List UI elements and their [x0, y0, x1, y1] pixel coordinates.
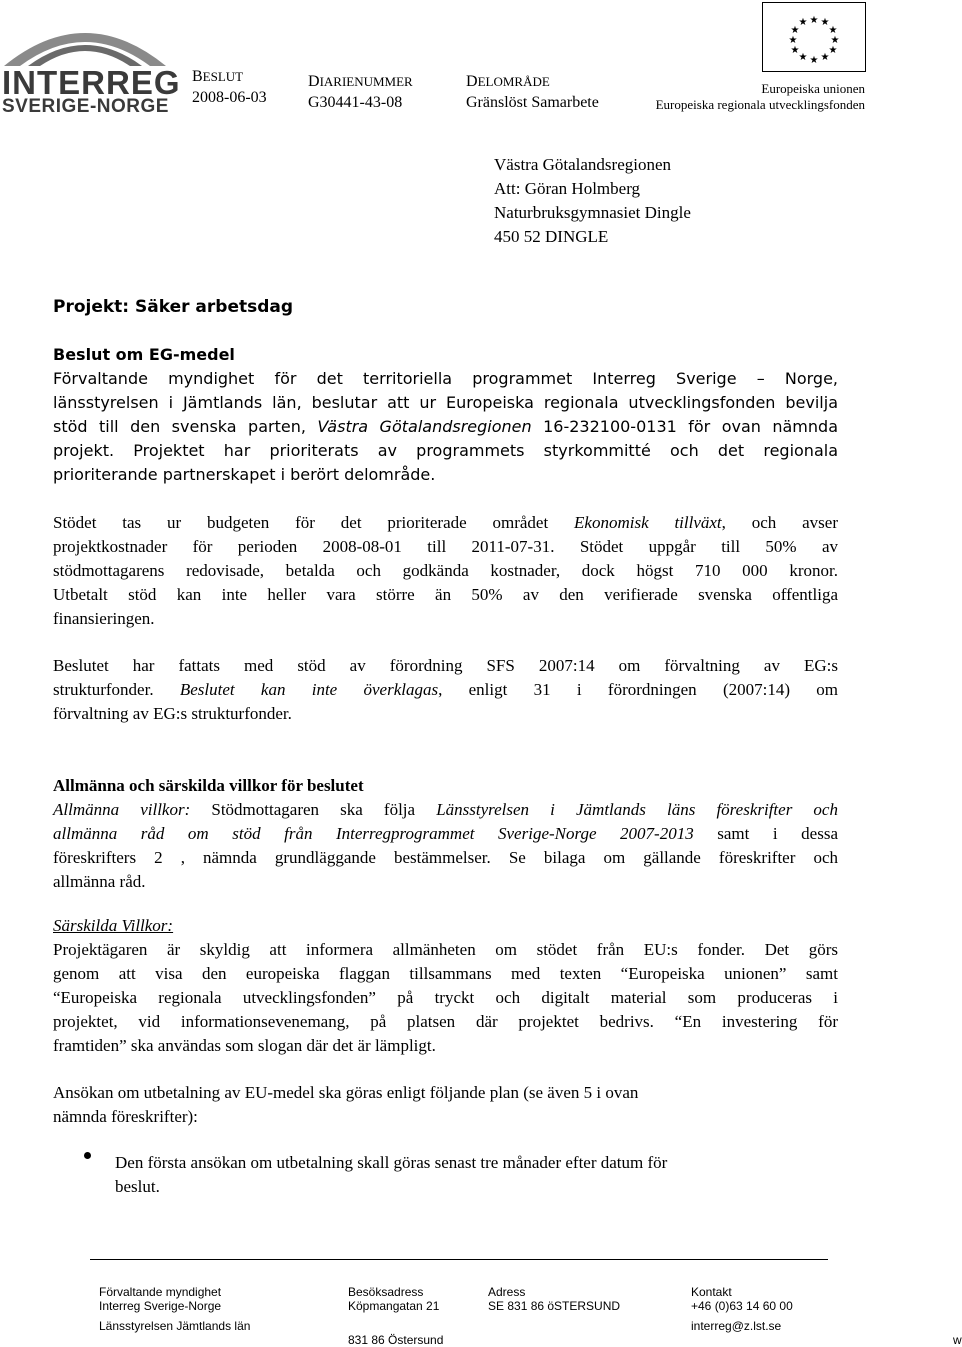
- budget-line: finansieringen.: [53, 609, 155, 628]
- conditions-line: föreskrifters 2 , nämnda grundläggande bestämmelser. Se bilaga om gällande föreskrifter och: [53, 848, 838, 867]
- payment-paragraph: [53, 1081, 838, 1129]
- footer-col-visiting-address: [348, 1285, 443, 1347]
- footer-col-authority: [99, 1285, 250, 1333]
- footer-heading: Adress: [488, 1285, 526, 1299]
- footer-text: +46 (0)63 14 60 00: [691, 1299, 793, 1313]
- special-heading: Särskilda Villkor:: [53, 916, 174, 935]
- decision-line: Förvaltande myndighet för det territoriella programmet Interreg Sverige – Norge,: [53, 369, 838, 388]
- eu-caption: [656, 81, 865, 113]
- special-conditions-section: [53, 914, 838, 1058]
- project-title: Projekt: Säker arbetsdag: [53, 297, 294, 317]
- diarienummer-label: DIARIENUMMER: [308, 73, 413, 90]
- bullet-icon: [84, 1152, 91, 1159]
- special-line: genom att visa den europeiska flaggan tillsammans med texten “Europeiska unionen” samt: [53, 964, 838, 983]
- budget-line: stödmottagarens redovisade, betalda och godkända kostnader, dock högst 710 000 kronor.: [53, 561, 838, 580]
- recipient-line: Naturbruksgymnasiet Dingle: [494, 203, 691, 222]
- footer-text: SE 831 86 öSTERSUND: [488, 1299, 621, 1313]
- conditions-heading: Allmänna och särskilda villkor för beslutet: [53, 776, 364, 795]
- diarienummer-block: [308, 71, 413, 113]
- footer-divider: [90, 1259, 828, 1260]
- special-line: projektet, vid informationsevenemang, på platsen där projektet bedrivs. “En investering för: [53, 1012, 838, 1031]
- footer-col-postal-address: [488, 1285, 620, 1313]
- diarienummer-value: G30441-43-08: [308, 94, 403, 111]
- svg-text:★: ★: [828, 45, 838, 56]
- svg-text:★: ★: [798, 17, 808, 28]
- budget-paragraph: [53, 511, 838, 631]
- logo-word-interreg: INTERREG: [2, 64, 181, 101]
- interreg-logo: [0, 14, 181, 117]
- logo-word-sverige-norge: SVERIGE-NORGE: [2, 96, 169, 117]
- svg-text:★: ★: [788, 35, 798, 46]
- budget-line: Utbetalt stöd kan inte heller vara större än 50% av den verifierade svenska offentliga: [53, 585, 838, 604]
- decision-line: prioriterande partnerskapet i berört delområde.: [53, 465, 436, 484]
- bullet-line: beslut.: [115, 1177, 160, 1196]
- footer-text: Länsstyrelsen Jämtlands län: [99, 1319, 251, 1333]
- beslut-label: BESLUT: [192, 68, 244, 85]
- budget-line: Stödet tas ur budgeten för det prioriterade området Ekonomisk tillväxt, och avser: [53, 513, 838, 532]
- payment-line: nämnda föreskrifter):: [53, 1107, 198, 1126]
- svg-text:★: ★: [790, 45, 800, 56]
- recipient-line: Att: Göran Holmberg: [494, 179, 641, 198]
- svg-text:★: ★: [820, 17, 830, 28]
- conditions-line: allmänna råd om stöd från Interregprogrammet Sverige-Norge 2007-2013 samt i dessa: [53, 824, 838, 843]
- footer-text: 831 86 Östersund: [348, 1333, 444, 1347]
- delomrade-block: [466, 71, 599, 113]
- recipient-line: Västra Götalandsregionen: [494, 155, 672, 174]
- legal-paragraph: [53, 654, 838, 726]
- decision-line: länsstyrelsen i Jämtlands län, beslutar att ur Europeiska regionala utvecklingsfonden bevilja: [53, 393, 838, 412]
- decision-line: projekt. Projektet har prioriterats av programmets styrkommitté och det regionala: [53, 441, 838, 460]
- legal-line: förvaltning av EG:s strukturfonder.: [53, 704, 292, 723]
- payment-line: Ansökan om utbetalning av EU-medel ska göras enligt följande plan (se även 5 i ovan: [53, 1083, 639, 1102]
- special-line: Projektägaren är skyldig att informera allmänheten om stödet från EU:s fonder. Det görs: [53, 940, 838, 959]
- beslut-date: 2008-06-03: [192, 89, 267, 106]
- payment-bullet-item: [115, 1151, 815, 1199]
- eu-caption-line1: Europeiska unionen: [761, 81, 865, 96]
- conditions-line: Allmänna villkor: Stödmottagaren ska följa Länsstyrelsen i Jämtlands läns föreskrifter och: [53, 800, 838, 819]
- svg-text:★: ★: [830, 35, 840, 46]
- budget-line: projektkostnader för perioden 2008-08-01 till 2011-07-31. Stödet uppgår till 50% av: [53, 537, 838, 556]
- decision-heading: Beslut om EG-medel: [53, 345, 235, 364]
- svg-text:★: ★: [809, 15, 819, 26]
- delomrade-label: DELOMRÅDE: [466, 73, 550, 90]
- svg-text:★: ★: [828, 25, 838, 36]
- beslut-block: [192, 66, 267, 108]
- legal-line: Beslutet har fattats med stöd av förordning SFS 2007:14 om förvaltning av EG:s: [53, 656, 838, 675]
- legal-line: strukturfonder. Beslutet kan inte överklagas, enligt 31 i förordningen (2007:14) om: [53, 680, 838, 699]
- decision-section: [53, 343, 838, 487]
- svg-text:★: ★: [820, 52, 830, 63]
- eu-caption-line2: Europeiska regionala utvecklingsfonden: [655, 97, 865, 112]
- svg-text:★: ★: [809, 55, 819, 66]
- footer-text: Interreg Sverige-Norge: [99, 1299, 222, 1313]
- delomrade-value: Gränslöst Samarbete: [466, 94, 599, 111]
- footer-heading: Besöksadress: [348, 1285, 424, 1299]
- conditions-section: [53, 774, 838, 894]
- eu-flag-icon: [762, 2, 866, 72]
- bullet-line: Den första ansökan om utbetalning skall göras senast tre månader efter datum för: [115, 1153, 668, 1172]
- recipient-line: 450 52 DINGLE: [494, 227, 609, 246]
- footer-email: interreg@z.lst.se: [691, 1319, 782, 1333]
- footer-col-contact: [691, 1285, 793, 1333]
- svg-text:★: ★: [790, 25, 800, 36]
- special-line: framtiden” ska användas som slogan där det är lämpligt.: [53, 1036, 436, 1055]
- footer-edge-char: w: [953, 1333, 962, 1347]
- footer-text: Köpmangatan 21: [348, 1299, 440, 1313]
- special-line: “Europeiska regionala utvecklingsfonden” på tryckt och digitalt material som produceras i: [53, 988, 838, 1007]
- footer-heading: Kontakt: [691, 1285, 732, 1299]
- svg-text:★: ★: [798, 52, 808, 63]
- decision-line: stöd till den svenska parten, Västra Götalandsregionen 16-232100-0131 för ovan nämnda: [53, 417, 838, 436]
- footer-heading: Förvaltande myndighet: [99, 1285, 222, 1299]
- recipient-address: [494, 153, 691, 249]
- conditions-line: allmänna råd.: [53, 872, 146, 891]
